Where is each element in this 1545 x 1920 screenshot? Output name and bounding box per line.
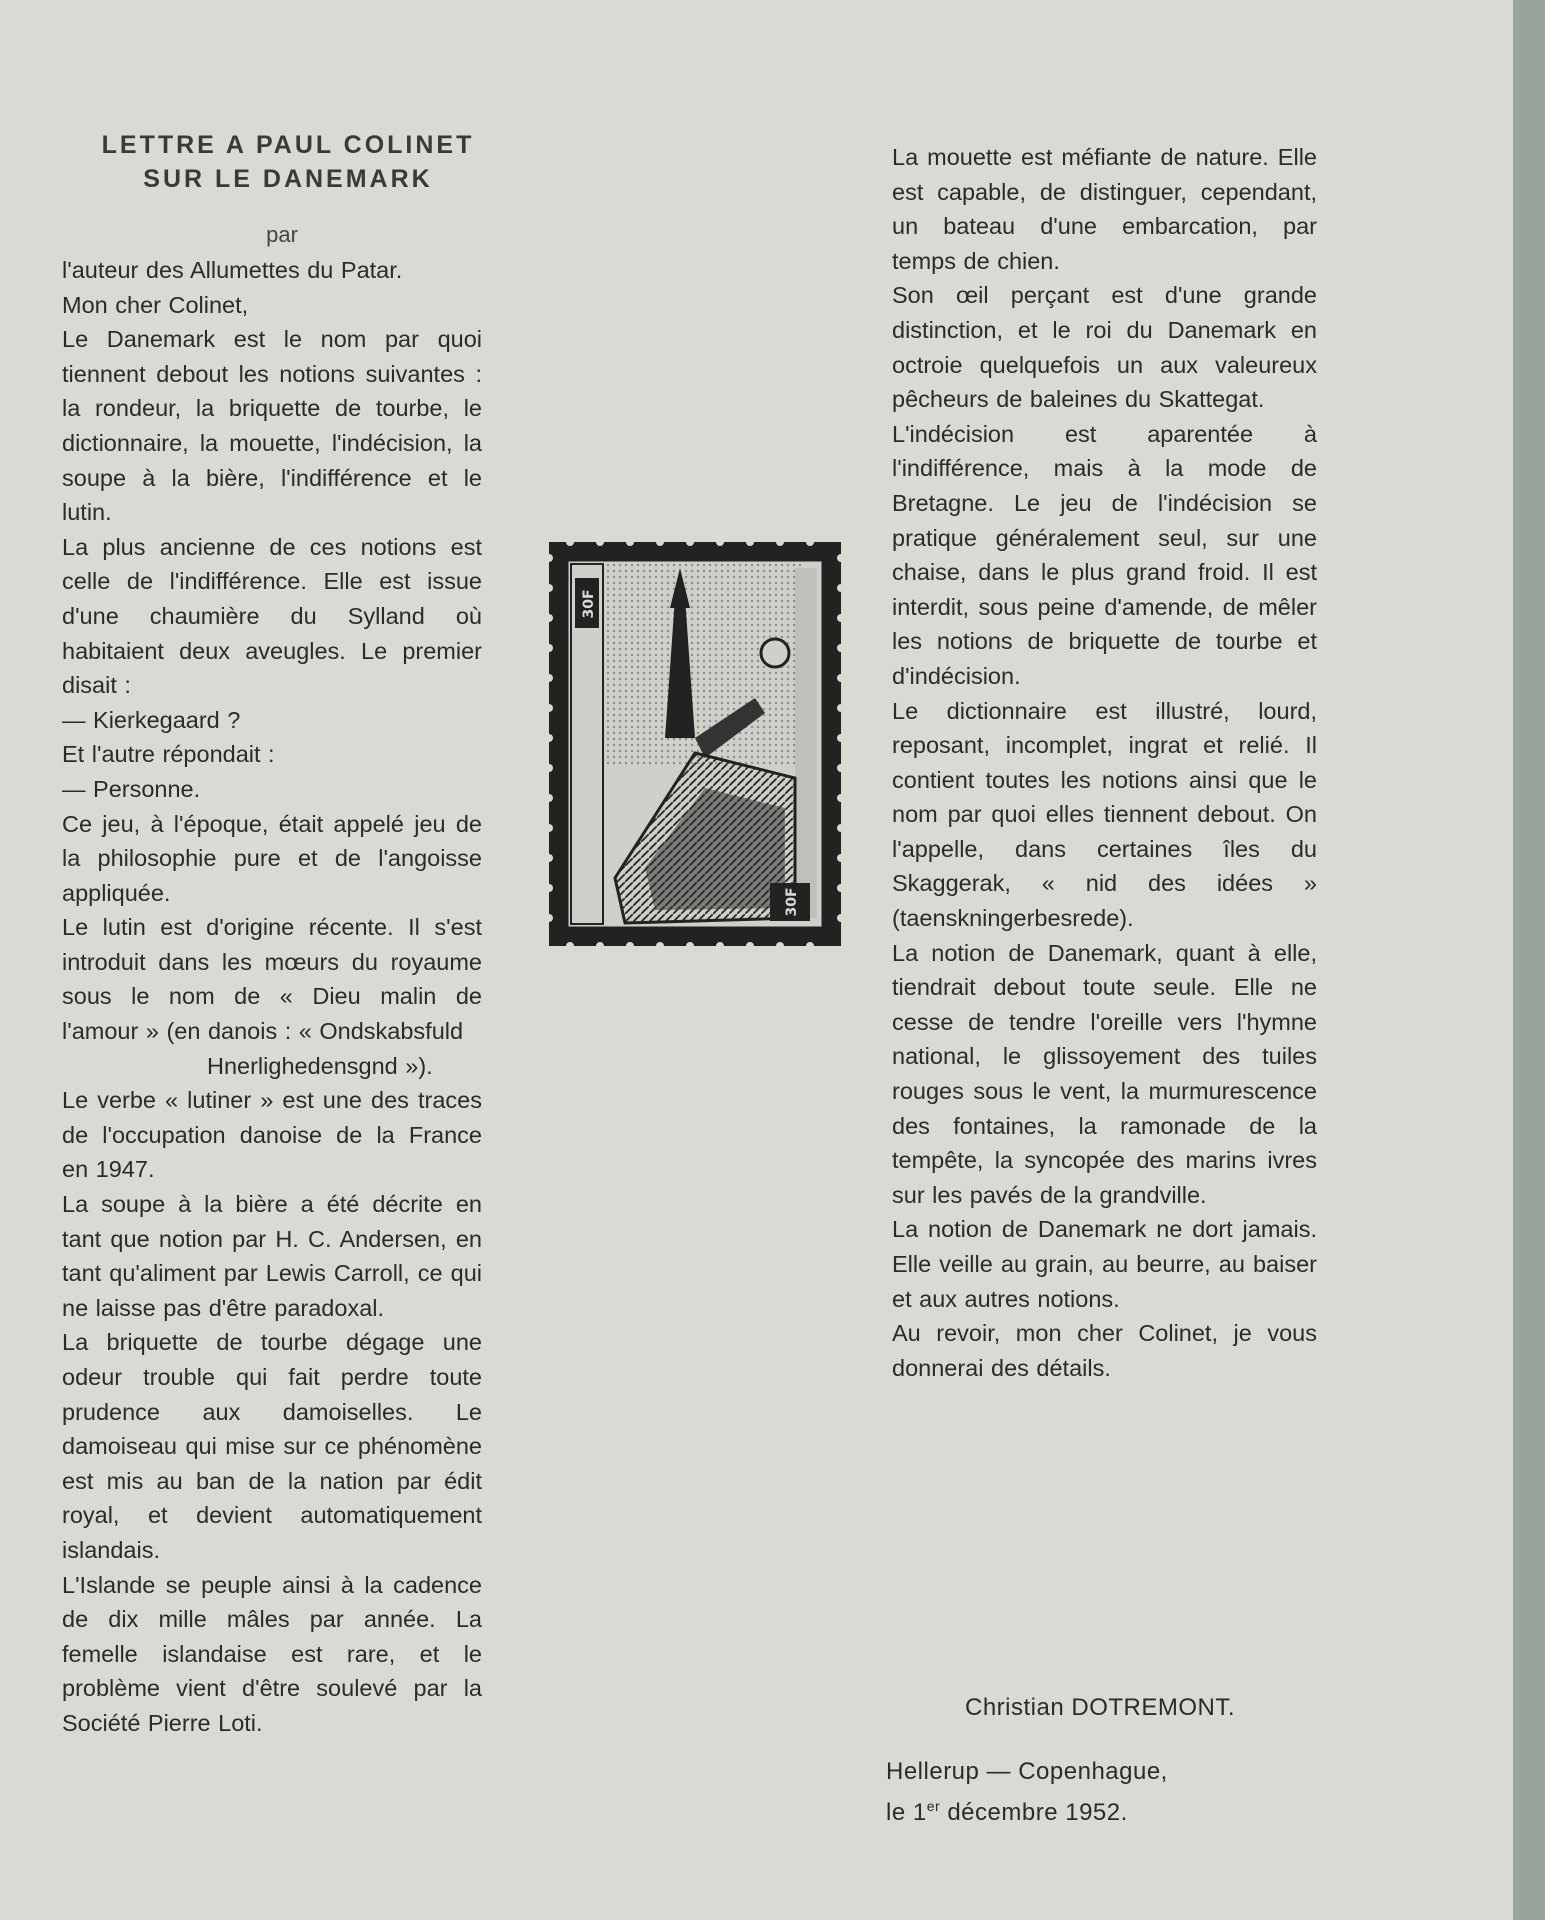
paragraph: L'Islande se peuple ainsi à la cadence de dix mille mâles par année. La femelle islandaise est rare, et le problème vient d'être soulevé par la Société Pierre Loti.: [62, 1571, 482, 1736]
paragraph: Ce jeu, à l'époque, était appelé jeu de la philosophie pure et de l'angoisse appliquée.: [62, 810, 482, 906]
paragraph: La notion de Danemark ne dort jamais. Elle veille au grain, au beurre, au baiser et aux autres notions.: [892, 1216, 1317, 1312]
paragraph: Le verbe « lutiner » est une des traces de l'occupation danoise de la France en 1947.: [62, 1087, 482, 1183]
right-column: [892, 140, 1317, 1385]
paragraph: La briquette de tourbe dégage une odeur trouble qui fait perdre toute prudence aux damoiselles. Le damoiseau qui mise sur ce phénomène est mis au ban de la nation par édit royal, et devient automatiquement islandais.: [62, 1329, 482, 1563]
author-signature: Christian DOTREMONT.: [965, 1694, 1236, 1721]
date-line: [886, 1789, 1168, 1830]
paragraph: Au revoir, mon cher Colinet, je vous donnerai des détails.: [892, 1320, 1317, 1381]
date-suffix: décembre 1952.: [940, 1799, 1128, 1826]
postage-stamp-illustration: [545, 538, 845, 950]
stamp-value-bottom: 30F: [784, 887, 800, 917]
date-prefix: le 1: [886, 1799, 927, 1826]
page-edge: [1513, 0, 1545, 1920]
paragraph: — Personne.: [62, 775, 201, 802]
title-line-1: LETTRE A PAUL COLINET: [101, 131, 475, 159]
paragraph: Le dictionnaire est illustré, lourd, reposant, incomplet, ingrat et relié. Il contient toutes les notions ainsi que le nom par quoi elles tiennent debout. On l'appelle, dans certaines îles du Skaggerak, « nid des idées » (taenskningerbesrede).: [892, 697, 1317, 932]
paragraph: l'auteur des Allumettes du Patar.: [62, 257, 403, 283]
date-ordinal: er: [926, 1798, 941, 1814]
left-column: [62, 253, 482, 1741]
paragraph: La notion de Danemark, quant à elle, tiendrait debout toute seule. Elle ne cesse de tendre l'oreille vers l'hymne national, le glissoyement des tuiles rouges sous le vent, la murmurescence des fontaines, la ramonade de la tempête, la syncopée des marins ivres sur les pavés de la grandville.: [892, 939, 1317, 1208]
stamp-value-top: 30F: [581, 589, 597, 619]
paragraph: L'indécision est aparentée à l'indifférence, mais à la mode de Bretagne. Le jeu de l'indécision se pratique généralement seul, sur une chaise, dans le plus grand froid. Il est interdit, sous peine d'amende, de mêler les notions de briquette de tourbe et d'indécision.: [892, 420, 1317, 689]
place-and-date: [886, 1754, 1168, 1830]
paragraph: Et l'autre répondait :: [62, 741, 275, 768]
title-line-2: SUR LE DANEMARK: [143, 165, 433, 193]
paragraph: Hnerlighedensgnd »).: [207, 1052, 433, 1079]
paragraph: La plus ancienne de ces notions est celle de l'indifférence. Elle est issue d'une chaumière du Sylland où habitaient deux aveugles. Le premier disait :: [62, 533, 482, 699]
article-title: [88, 128, 488, 196]
place-line: Hellerup — Copenhague,: [886, 1758, 1168, 1785]
paragraph: Mon cher Colinet,: [62, 291, 249, 318]
postage-stamp-image: [545, 538, 845, 950]
paragraph: Le Danemark est le nom par quoi tiennent debout les notions suivantes : la rondeur, la briquette de tourbe, le dictionnaire, la mouette, l'indécision, la soupe à la bière, l'indifférence et le lutin.: [62, 326, 482, 526]
paragraph: — Kierkegaard ?: [62, 706, 241, 733]
paragraph: La mouette est méfiante de nature. Elle est capable, de distinguer, cependant, un bateau d'une embarcation, par temps de chien.: [892, 144, 1317, 274]
paragraph: Son œil perçant est d'une grande distinction, et le roi du Danemark en octroie quelquefois un aux valeureux pêcheurs de baleines du Skattegat.: [892, 282, 1317, 413]
paragraph: Le lutin est d'origine récente. Il s'est introduit dans les mœurs du royaume sous le nom de « Dieu malin de l'amour » (en danois : « Ondskabsfuld: [62, 914, 482, 1045]
byline: par: [266, 222, 298, 247]
paragraph: La soupe à la bière a été décrite en tant que notion par H. C. Andersen, en tant qu'aliment par Lewis Carroll, ce qui ne laisse pas d'être paradoxal.: [62, 1191, 482, 1321]
